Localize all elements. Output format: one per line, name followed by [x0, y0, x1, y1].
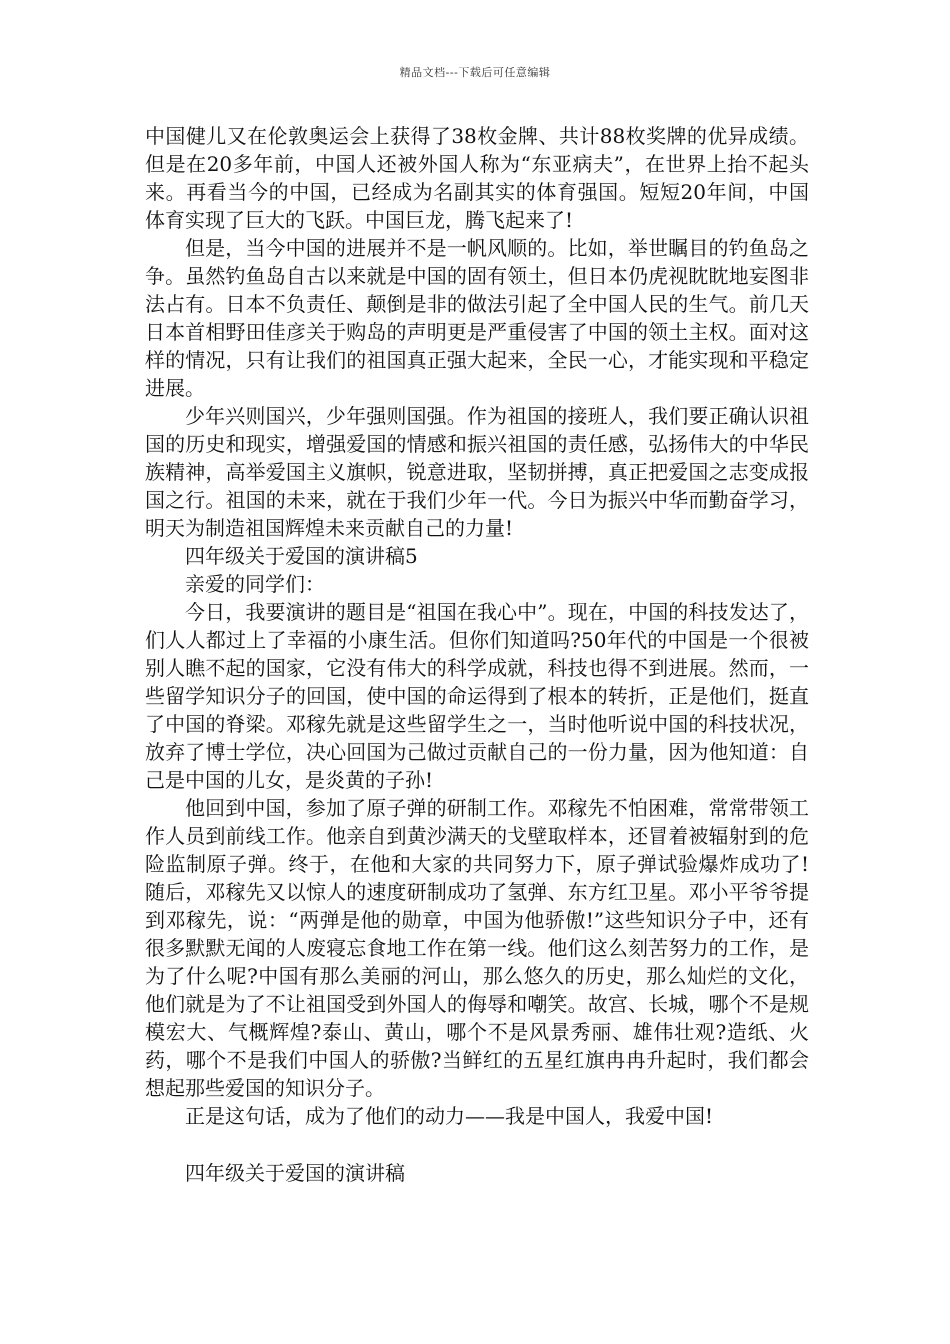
blank-line: [145, 1130, 809, 1159]
paragraph-youth-strong: 少年兴则国兴，少年强则国强。作为祖国的接班人，我们要正确认识祖国的历史和现实，增强爱国的情感和振兴祖国的责任感，弘扬伟大的中华民族精神，高举爱国主义旗帜，锐意进取，坚韧拼搏，真正把爱国之志变成报国之行。祖国的未来，就在于我们少年一代。今日为振兴中华而勤奋学习，明天为制造祖国辉煌未来贡献自己的力量!: [145, 404, 809, 540]
paragraph-i-love-china: 正是这句话，成为了他们的动力——我是中国人，我爱中国!: [185, 1104, 714, 1128]
paragraph-deng-jiaxian: 他回到中国，参加了原子弹的研制工作。邓稼先不怕困难，常常带领工作人员到前线工作。他亲自到黄沙满天的戈壁取样本，还冒着被辐射到的危险监制原子弹。终于，在他和大家的共同努力下，原子弹试验爆炸成功了!随后，邓稼先又以惊人的速度研制成功了氢弹、东方红卫星。邓小平爷爷提到邓稼先，说：“两弹是他的勋章，中国为他骄傲!”这些知识分子中，还有很多默默无闻的人废寝忘食地工作在第一线。他们这么刻苦努力的工作，是为了什么呢?中国有那么美丽的河山，那么悠久的历史，那么灿烂的文化，他们就是为了不让祖国受到外国人的侮辱和嘲笑。故宫、长城，哪个不是规模宏大、气概辉煌?泰山、黄山，哪个不是风景秀丽、雄伟壮观?造纸、火药，哪个不是我们中国人的骄傲?当鲜红的五星红旗冉冉升起时，我们都会想起那些爱国的知识分子。: [145, 796, 809, 1100]
paragraph-olympics: 中国健儿又在伦敦奥运会上获得了38枚金牌、共计88枚奖牌的优异成绩。但是在20多年前，中国人还被外国人称为“东亚病夫”，在世界上抬不起头来。再看当今的中国，已经成为名副其实的体育强国。短短20年间，中国体育实现了巨大的飞跃。中国巨龙，腾飞起来了!: [145, 124, 809, 232]
page-header: 精品文档---下载后可任意编辑: [399, 66, 551, 79]
paragraph-diaoyu-islands: 但是，当今中国的进展并不是一帆风顺的。比如，举世瞩目的钓鱼岛之争。虽然钓鱼岛自古以来就是中国的固有领土，但日本仍虎视眈眈地妄图非法占有。日本不负责任、颠倒是非的做法引起了全中国人民的生气。前几天日本首相野田佳彦关于购岛的声明更是严重侵害了中国的领土主权。面对这样的情况，只有让我们的祖国真正强大起来，全民一心，才能实现和平稳定进展。: [145, 236, 809, 400]
paragraph-motherland-in-heart: 今日，我要演讲的题目是“祖国在我心中”。现在，中国的科技发达了，们人人都过上了幸福的小康生活。但你们知道吗?50年代的中国是一个很被别人瞧不起的国家，它没有伟大的科学成就，科技也得不到进展。然而，一些留学知识分子的回国，使中国的命运得到了根本的转折，正是他们，挺直了中国的脊梁。邓稼先就是这些留学生之一，当时他听说中国的科技状况，放弃了博士学位，决心回国为己做过贡献自己的一份力量，因为他知道：自己是中国的儿女，是炎黄的子孙!: [145, 600, 809, 792]
speech-greeting: 亲爱的同学们：: [185, 572, 325, 596]
document-body: [145, 122, 809, 1187]
speech-title-5: 四年级关于爱国的演讲稿5: [185, 544, 418, 568]
footer-speech-title: 四年级关于爱国的演讲稿: [185, 1161, 405, 1185]
